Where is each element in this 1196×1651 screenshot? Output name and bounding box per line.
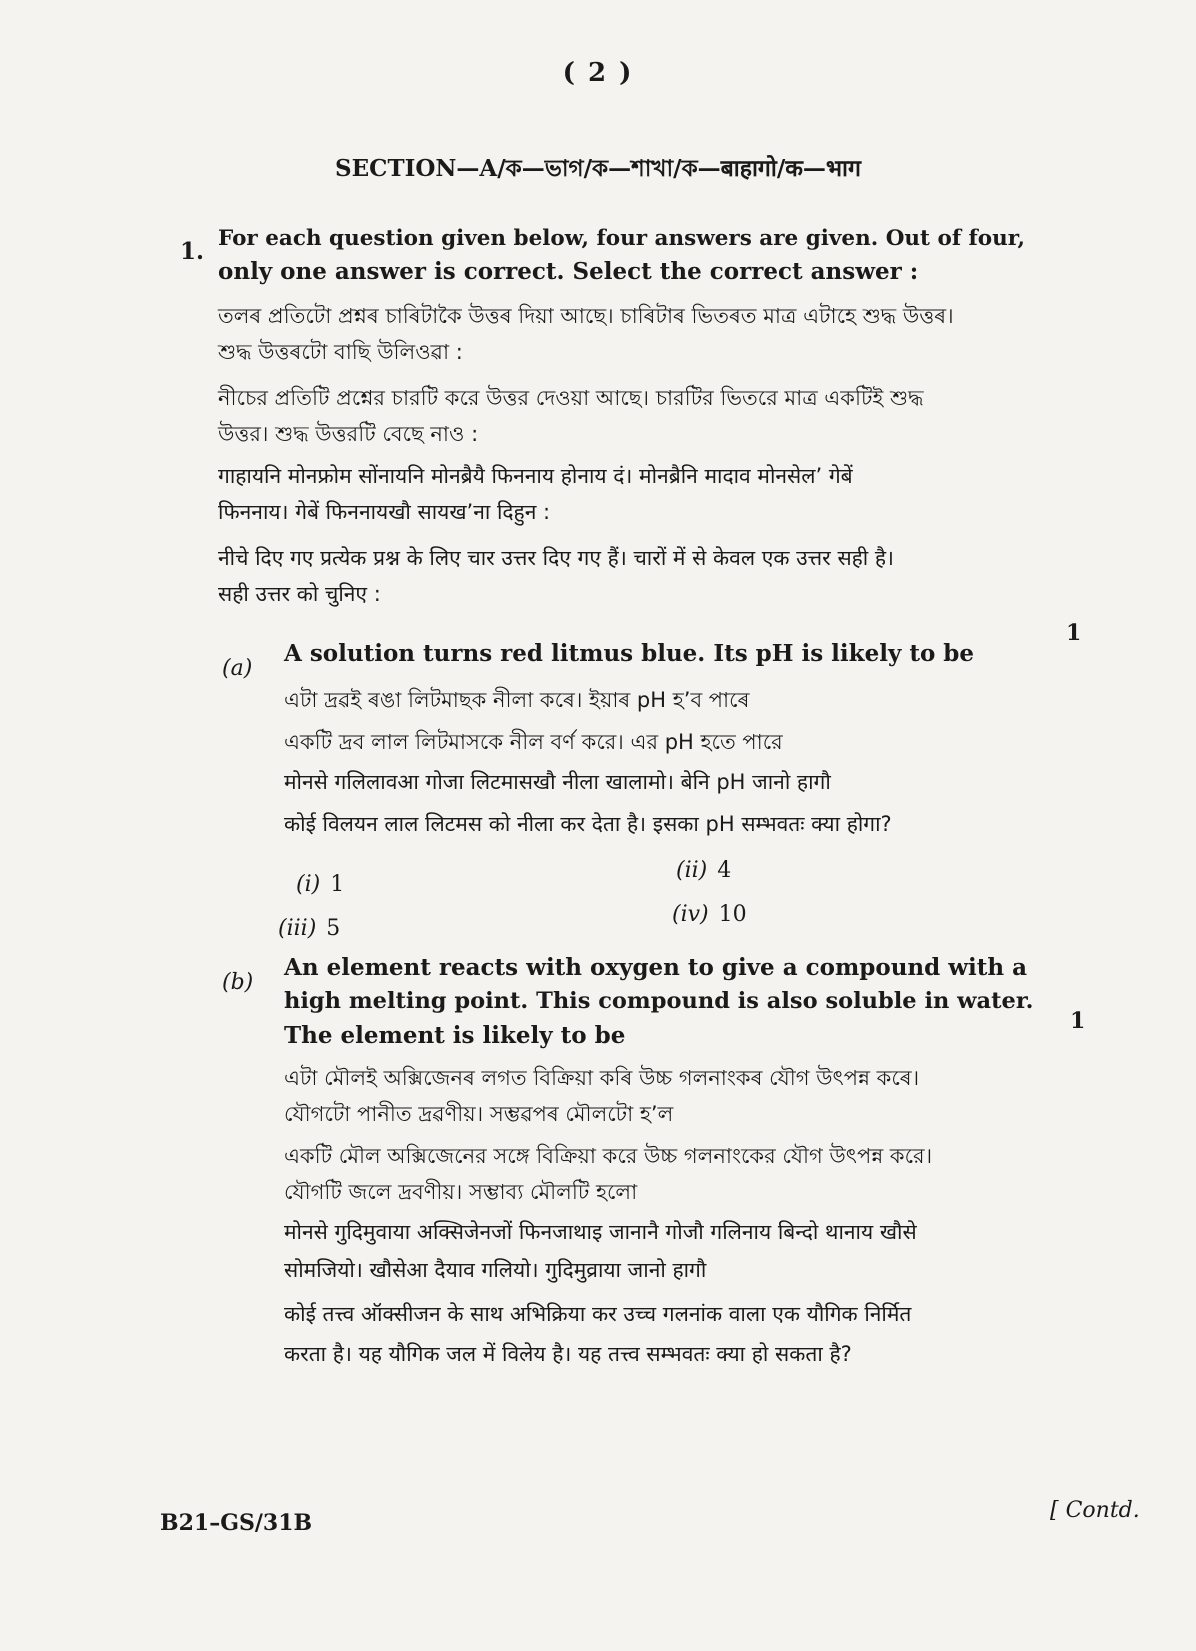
continued-note: [ Contd. [1050, 1498, 1140, 1523]
instruction-assamese-line-1: তলৰ প্ৰতিটো প্ৰশ্নৰ চাৰিটাকৈ উত্তৰ দিয়া আছে। চাৰিটাৰ ভিতৰত মাত্ৰ এটাহে শুদ্ধ উত্তৰ। [218, 304, 954, 328]
option-a-iv [672, 902, 747, 927]
section-heading: SECTION—A/ক—ভাগ/ক—শাখা/ক—बाहागो/क—भाग [335, 155, 861, 182]
part-b-assamese-line-2: যৌগটো পানীত দ্ৰৱণীয়। সম্ভৱপৰ মৌলটো হ’ল [284, 1102, 674, 1126]
option-a-iii [278, 916, 340, 941]
part-b-assamese-line-1: এটা মৌলই অক্সিজেনৰ লগত বিক্ৰিয়া কৰি উচ্চ গলনাংকৰ যৌগ উৎপন্ন কৰে। [284, 1066, 920, 1090]
part-a-assamese: এটা দ্ৰৱই ৰঙা লিটমাছক নীলা কৰে। ইয়াৰ pH হ’ব পাৰে [284, 688, 750, 712]
part-b-bodo-line-1: मोनसे गुदिमुवाया अक्सिजेनजों फिनजाथाइ जानानै गोजौ गलिनाय बिन्दो थानाय खौसे [284, 1220, 917, 1244]
option-a-i-label: (i) [296, 872, 321, 897]
part-a-label: (a) [222, 656, 253, 681]
part-a-english: A solution turns red litmus blue. Its pH is likely to be [284, 640, 975, 667]
option-a-ii [676, 858, 731, 883]
instruction-assamese-line-2: শুদ্ধ উত্তৰটো বাছি উলিওৱা : [218, 340, 463, 364]
part-b-label: (b) [222, 970, 254, 995]
part-a-bodo: मोनसे गलिलावआ गोजा लिटमासखौ नीला खालामो। बेनि pH जानो हागौ [284, 770, 831, 794]
instruction-english-line-1: For each question given below, four answers are given. Out of four, [218, 226, 1026, 251]
page-number: ( 2 ) [562, 58, 634, 88]
part-b-english-line-3: The element is likely to be [284, 1022, 626, 1049]
instruction-english-line-2: only one answer is correct. Select the correct answer : [218, 258, 919, 285]
instruction-hindi-line-2: सही उत्तर को चुनिए : [218, 582, 381, 606]
option-a-iv-value: 10 [718, 902, 747, 927]
instruction-hindi-line-1: नीचे दिए गए प्रत्येक प्रश्न के लिए चार उत्तर दिए गए हैं। चारों में से केवल एक उत्तर सही है। [218, 546, 895, 570]
part-b-english-line-2: high melting point. This compound is also soluble in water. [284, 988, 1034, 1014]
instruction-bodo-line-1: गाहायनि मोनफ्रोम सोंनायनि मोनब्रैयै फिननाय होनाय दं। मोनब्रैनि मादाव मोनसेल’ गेबें [218, 464, 853, 488]
option-a-iv-label: (iv) [672, 902, 709, 927]
option-a-i [296, 872, 344, 897]
option-a-ii-label: (ii) [676, 858, 708, 883]
part-a-marks: 1 [1066, 620, 1082, 646]
part-b-bodo-line-2: सोमजियो। खौसेआ दैयाव गलियो। गुदिमुव्राया जानो हागौ [284, 1258, 707, 1282]
instruction-bengali-line-2: উত্তর। শুদ্ধ উত্তরটি বেছে নাও : [218, 422, 479, 446]
option-a-ii-value: 4 [717, 858, 732, 883]
instruction-bengali-line-1: নীচের প্রতিটি প্রশ্নের চারটি করে উত্তর দেওয়া আছে। চারটির ভিতরে মাত্র একটিই শুদ্ধ [218, 386, 924, 410]
part-b-bengali-line-1: একটি মৌল অক্সিজেনের সঙ্গে বিক্রিয়া করে উচ্চ গলনাংকের যৌগ উৎপন্ন করে। [284, 1144, 933, 1168]
part-b-bengali-line-2: যৌগটি জলে দ্রবণীয়। সম্ভাব্য মৌলটি হলো [284, 1180, 638, 1204]
option-a-iii-value: 5 [326, 916, 341, 941]
part-b-english-line-1: An element reacts with oxygen to give a compound with a [284, 954, 1028, 981]
option-a-iii-label: (iii) [278, 916, 317, 941]
part-b-hindi-line-2: करता है। यह यौगिक जल में विलेय है। यह तत्त्व सम्भवतः क्या हो सकता है? [284, 1342, 852, 1366]
option-a-i-value: 1 [330, 872, 345, 897]
instruction-bodo-line-2: फिननाय। गेबें फिननायखौ सायख’ना दिहुन : [218, 500, 551, 524]
part-b-marks: 1 [1070, 1008, 1086, 1034]
part-a-hindi: कोई विलयन लाल लिटमस को नीला कर देता है। इसका pH सम्भवतः क्या होगा? [284, 812, 892, 836]
question-number: 1. [180, 238, 205, 265]
part-b-hindi-line-1: कोई तत्त्व ऑक्सीजन के साथ अभिक्रिया कर उच्च गलनांक वाला एक यौगिक निर्मित [284, 1302, 912, 1326]
paper-code: B21–GS/31B [160, 1510, 313, 1536]
part-a-bengali: একটি দ্রব লাল লিটমাসকে নীল বর্ণ করে। এর pH হতে পারে [284, 730, 783, 754]
